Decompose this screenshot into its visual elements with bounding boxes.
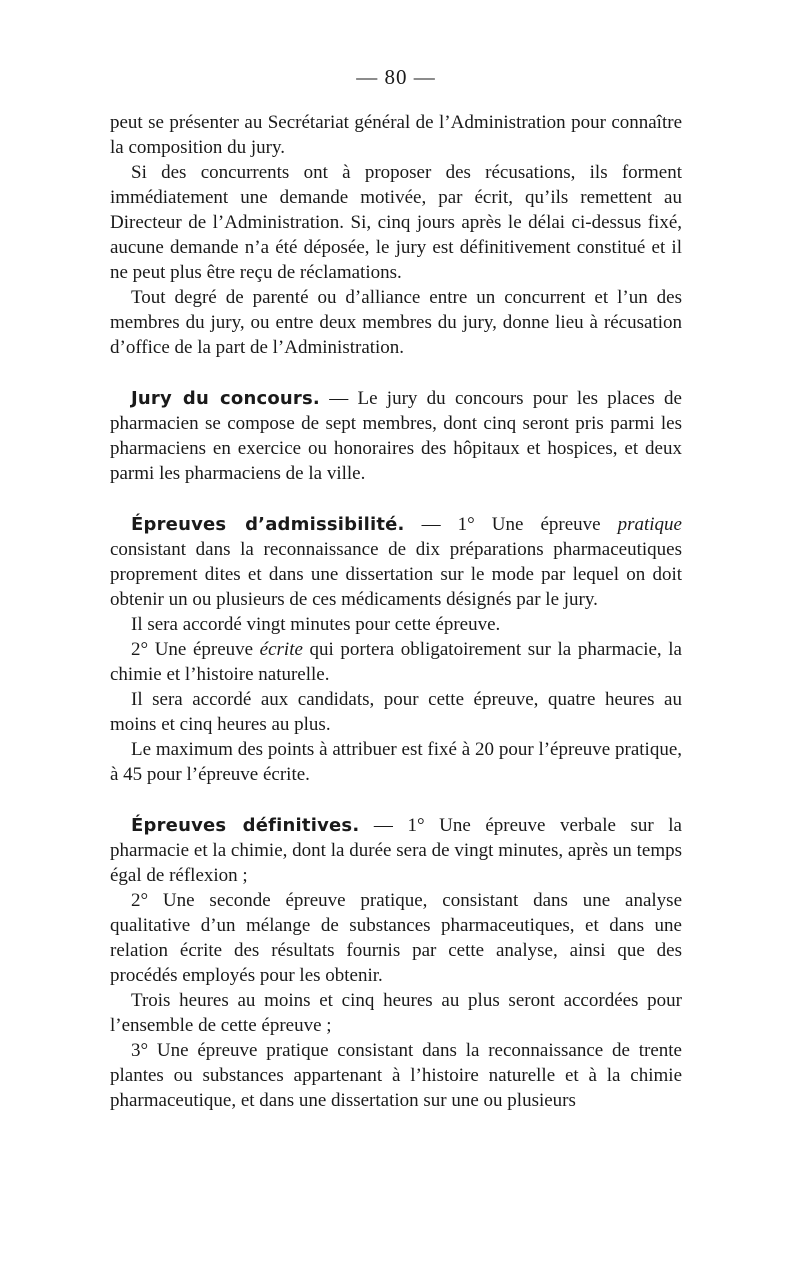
admissibilite-p1-a: — 1° Une épreuve: [404, 514, 618, 535]
admissibilite-paragraph-5: Le maximum des points à attribuer est fixé à 20 pour l’épreuve pratique, à 45 pour l’épreuve écrite.: [110, 739, 682, 785]
admissibilite-section: [110, 512, 682, 787]
jury-paragraph: [110, 386, 682, 486]
jury-text: — Le jury du concours pour les places de pharmacien se compose de sept membres, dont cinq seront pris parmi les pharmaciens en exercice ou honoraires des hôpitaux et hospices, et deux parmi les pharmaciens de la ville.: [110, 388, 682, 484]
page-number: — 80 —: [356, 65, 436, 89]
admissibilite-paragraph-2: Il sera accordé vingt minutes pour cette épreuve.: [131, 614, 501, 635]
admissibilite-p3-a: 2° Une épreuve: [131, 639, 260, 660]
admissibilite-paragraph-4: Il sera accordé aux candidats, pour cette épreuve, quatre heures au moins et cinq heures au plus.: [110, 689, 682, 735]
admissibilite-p1-em: pratique: [617, 514, 682, 535]
intro-paragraph-continuation: peut se présenter au Secrétariat général de l’Administration pour connaître la composition du jury.: [110, 112, 682, 158]
intro-section: [110, 110, 682, 360]
admissibilite-p3-em: écrite: [259, 639, 303, 660]
definitives-paragraph-2: 2° Une seconde épreuve pratique, consistant dans une analyse qualitative d’un mélange de substances pharmaceutiques, et dans une relation écrite des résultats fournis par cette analyse, ainsi que des procédés employés pour les obtenir.: [110, 890, 682, 986]
jury-heading: Jury du concours.: [131, 388, 320, 409]
intro-paragraph-recusations: Si des concurrents ont à proposer des récusations, ils forment immédiatement une demande motivée, par écrit, qu’ils remettent au Directeur de l’Administration. Si, cinq jours après le délai ci-dessus fixé, aucune demande n’a été déposée, le jury est définitivement constitué et il ne peut plus être reçu de réclamations.: [110, 162, 682, 283]
definitives-section: [110, 813, 682, 1113]
definitives-paragraph-1: [110, 813, 682, 888]
jury-section: [110, 386, 682, 486]
document-page: [110, 62, 682, 1113]
definitives-heading: Épreuves définitives.: [131, 815, 360, 836]
admissibilite-p1-b: consistant dans la reconnaissance de dix préparations pharmaceutiques proprement dites et dans une dissertation sur le mode par lequel on doit obtenir un ou plusieurs de ces médicaments désignés par le jury.: [110, 539, 682, 610]
definitives-p1-text: — 1° Une épreuve verbale sur la pharmacie et la chimie, dont la durée sera de vingt minutes, après un temps égal de réflexion ;: [110, 815, 682, 886]
admissibilite-heading: Épreuves d’admissibilité.: [131, 514, 405, 535]
section-spacer: [110, 486, 682, 512]
section-spacer: [110, 787, 682, 813]
admissibilite-p3-b: qui portera obligatoirement sur la pharmacie, la chimie et l’histoire naturelle.: [110, 639, 682, 685]
admissibilite-paragraph-3: [110, 637, 682, 687]
admissibilite-paragraph-1: [110, 512, 682, 612]
definitives-paragraph-4: 3° Une épreuve pratique consistant dans la reconnaissance de trente plantes ou substances appartenant à l’histoire naturelle et à la chimie pharmaceutique, et dans une dissertation sur une ou plusieurs: [110, 1040, 682, 1111]
definitives-paragraph-3: Trois heures au moins et cinq heures au plus seront accordées pour l’ensemble de cette épreuve ;: [110, 990, 682, 1036]
section-spacer: [110, 360, 682, 386]
intro-paragraph-parente: Tout degré de parenté ou d’alliance entre un concurrent et l’un des membres du jury, ou entre deux membres du jury, donne lieu à récusation d’office de la part de l’Administration.: [110, 287, 682, 358]
